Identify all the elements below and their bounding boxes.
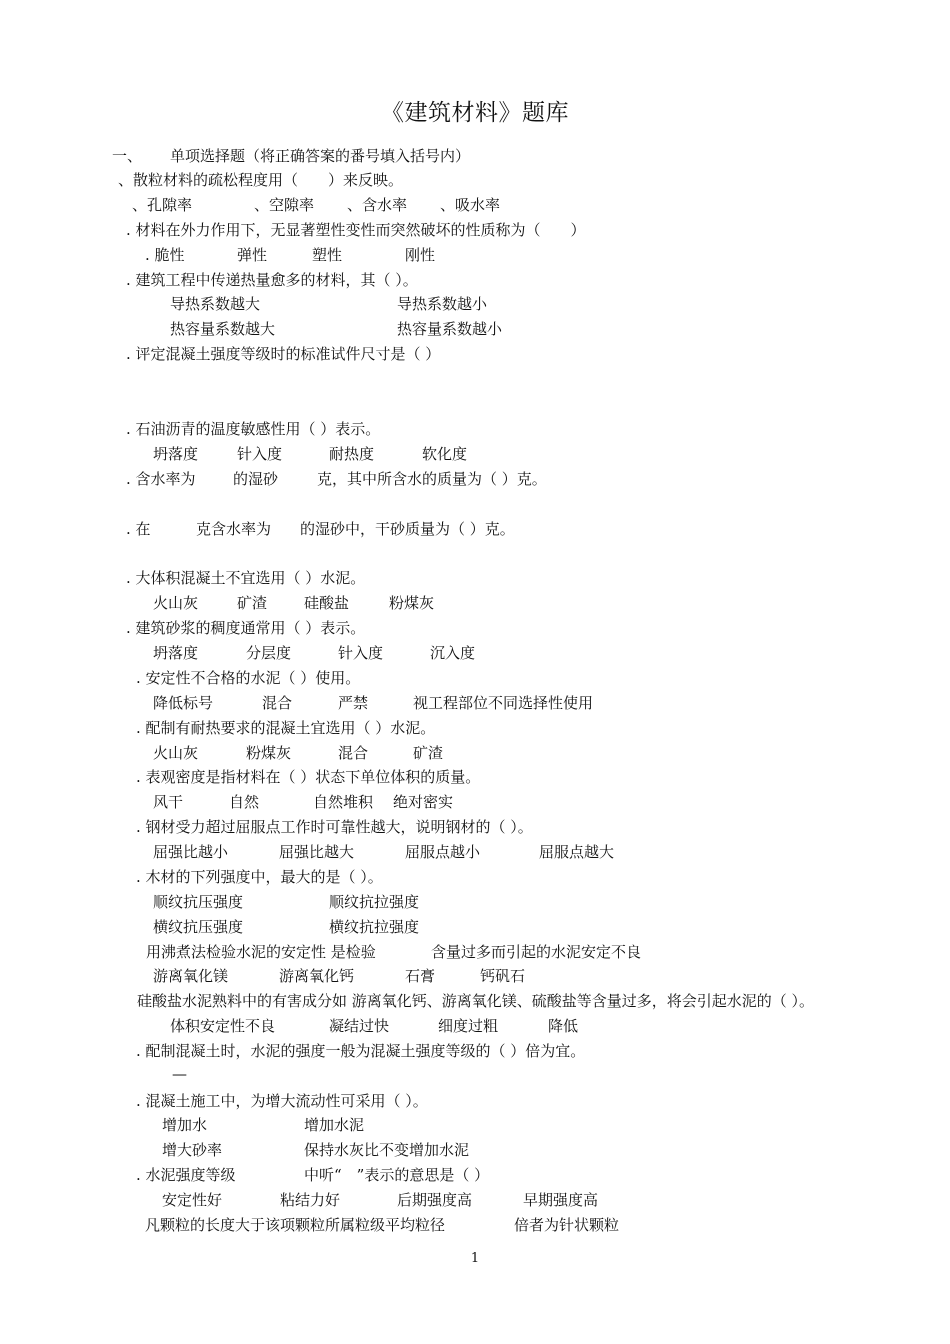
page-number: 1 — [470, 1251, 480, 1266]
answer-option: 石膏 — [405, 967, 436, 985]
answer-option: 矿渣 — [413, 744, 444, 762]
answer-option: 导热系数越大 — [170, 295, 261, 313]
answer-option: 横纹抗压强度 — [153, 918, 244, 936]
answer-option: 自然堆积 — [313, 793, 374, 811]
answer-option: 含量过多而引起的水泥安定不良 — [431, 943, 642, 961]
answer-option: 克含水率为 — [196, 520, 272, 538]
answer-option: 体积安定性不良 — [170, 1017, 276, 1035]
answer-option: 、空隙率 — [254, 196, 315, 214]
question-line: . 建筑砂浆的稠度通常用（ ）表示。 — [126, 619, 366, 637]
question-line: . 配制混凝土时，水泥的强度一般为混凝土强度等级的（ ）倍为宜。 — [136, 1042, 586, 1060]
answer-option: 、吸水率 — [440, 196, 501, 214]
question-line: 、散粒材料的疏松程度用（ ）来反映。 — [118, 171, 404, 189]
answer-option: 凡颗粒的长度大于该项颗粒所属粒级平均粒径 — [145, 1216, 446, 1234]
answer-option: 沉入度 — [430, 644, 476, 662]
answer-option: 后期强度高 — [397, 1191, 473, 1209]
answer-option: 弹性 — [237, 246, 268, 264]
answer-option: 屈服点越小 — [405, 843, 481, 861]
answer-option: 屈服点越大 — [539, 843, 615, 861]
answer-option: 增加水泥 — [304, 1116, 365, 1134]
section-heading: 单项选择题（将正确答案的番号填入括号内） — [170, 147, 471, 165]
answer-option: 增大砂率 — [162, 1141, 223, 1159]
answer-option: 游离氧化钙 — [279, 967, 355, 985]
answer-option: 导热系数越小 — [397, 295, 488, 313]
answer-option: 顺纹抗拉强度 — [329, 893, 420, 911]
answer-option: . 脆性 — [145, 246, 185, 264]
answer-option: . 含水率为 — [126, 470, 196, 488]
answer-option: 降低 — [548, 1017, 579, 1035]
answer-option: 粉煤灰 — [246, 744, 292, 762]
answer-option: 混合 — [262, 694, 293, 712]
question-line: . 材料在外力作用下，无显著塑性变性而突然破坏的性质称为（ ） — [126, 221, 586, 239]
question-line: 硅酸盐水泥熟料中的有害成分如 游离氧化钙、游离氧化镁、硫酸盐等含量过多，将会引起水泥的（ ）。 — [137, 992, 815, 1010]
answer-option: 、孔隙率 — [132, 196, 193, 214]
answer-option: 塑性 — [312, 246, 343, 264]
question-line: . 钢材受力超过屈服点工作时可靠性越大，说明钢材的（ ）。 — [136, 818, 533, 836]
answer-option: 粉煤灰 — [389, 594, 435, 612]
answer-option: 软化度 — [422, 445, 468, 463]
answer-option: 顺纹抗压强度 — [153, 893, 244, 911]
answer-option: 屈强比越小 — [153, 843, 229, 861]
answer-option: 降低标号 — [153, 694, 214, 712]
answer-option: 粘结力好 — [280, 1191, 341, 1209]
answer-option: 钙矾石 — [480, 967, 526, 985]
question-line: . 石油沥青的温度敏感性用（ ）表示。 — [126, 420, 381, 438]
answer-option: 严禁 — [338, 694, 369, 712]
answer-option: 安定性好 — [162, 1191, 223, 1209]
answer-option: 视工程部位不同选择性使用 — [413, 694, 594, 712]
answer-option: 屈强比越大 — [279, 843, 355, 861]
question-line: . 表观密度是指材料在（ ）状态下单位体积的质量。 — [136, 768, 481, 786]
answer-option: 保持水灰比不变增加水泥 — [304, 1141, 470, 1159]
answer-option: 倍者为针状颗粒 — [514, 1216, 620, 1234]
answer-option: 克，其中所含水的质量为（ ）克。 — [317, 470, 547, 488]
answer-option: 自然 — [229, 793, 260, 811]
answer-option: 风干 — [153, 793, 184, 811]
answer-option: 火山灰 — [153, 744, 199, 762]
question-line: . 混凝土施工中，为增大流动性可采用（ ）。 — [136, 1092, 428, 1110]
answer-option: 刚性 — [405, 246, 436, 264]
answer-option: 针入度 — [237, 445, 283, 463]
answer-option: . 水泥强度等级 — [136, 1166, 236, 1184]
answer-option: 坍落度 — [153, 644, 199, 662]
answer-option: 、含水率 — [347, 196, 408, 214]
answer-option: 增加水 — [162, 1116, 208, 1134]
answer-option: . 在 — [126, 520, 151, 538]
answer-option: 坍落度 — [153, 445, 199, 463]
answer-option: 早期强度高 — [523, 1191, 599, 1209]
answer-option: 热容量系数越大 — [170, 320, 276, 338]
answer-option: 混合 — [338, 744, 369, 762]
answer-option: 针入度 — [338, 644, 384, 662]
answer-option: 中听“ ”表示的意思是（ ） — [304, 1166, 490, 1184]
answer-option: 火山灰 — [153, 594, 199, 612]
answer-option: 热容量系数越小 — [397, 320, 503, 338]
answer-option: 横纹抗拉强度 — [329, 918, 420, 936]
section-number: 一、 — [112, 147, 143, 165]
question-line: . 评定混凝土强度等级时的标准试件尺寸是（ ） — [126, 345, 441, 363]
document-title: 《建筑材料》题库 — [381, 100, 569, 126]
answer-option: 分层度 — [246, 644, 292, 662]
answer-option: 硅酸盐 — [304, 594, 350, 612]
answer-option: 用沸煮法检验水泥的安定性 是检验 — [146, 943, 376, 961]
question-line: . 大体积混凝土不宜选用（ ）水泥。 — [126, 569, 366, 587]
question-line: . 配制有耐热要求的混凝土宜选用（ ）水泥。 — [136, 719, 436, 737]
answer-option: 凝结过快 — [329, 1017, 390, 1035]
answer-option: 矿渣 — [237, 594, 268, 612]
answer-option: 绝对密实 — [393, 793, 454, 811]
question-line: — — [172, 1065, 187, 1083]
answer-option: 的湿砂中，干砂质量为（ ）克。 — [300, 520, 515, 538]
question-line: . 木材的下列强度中，最大的是（ ）。 — [136, 868, 383, 886]
answer-option: 游离氧化镁 — [153, 967, 229, 985]
question-line: . 建筑工程中传递热量愈多的材料，其（ ）。 — [126, 271, 418, 289]
answer-option: 耐热度 — [329, 445, 375, 463]
answer-option: 的湿砂 — [233, 470, 279, 488]
question-line: . 安定性不合格的水泥（ ）使用。 — [136, 669, 361, 687]
answer-option: 细度过粗 — [438, 1017, 499, 1035]
